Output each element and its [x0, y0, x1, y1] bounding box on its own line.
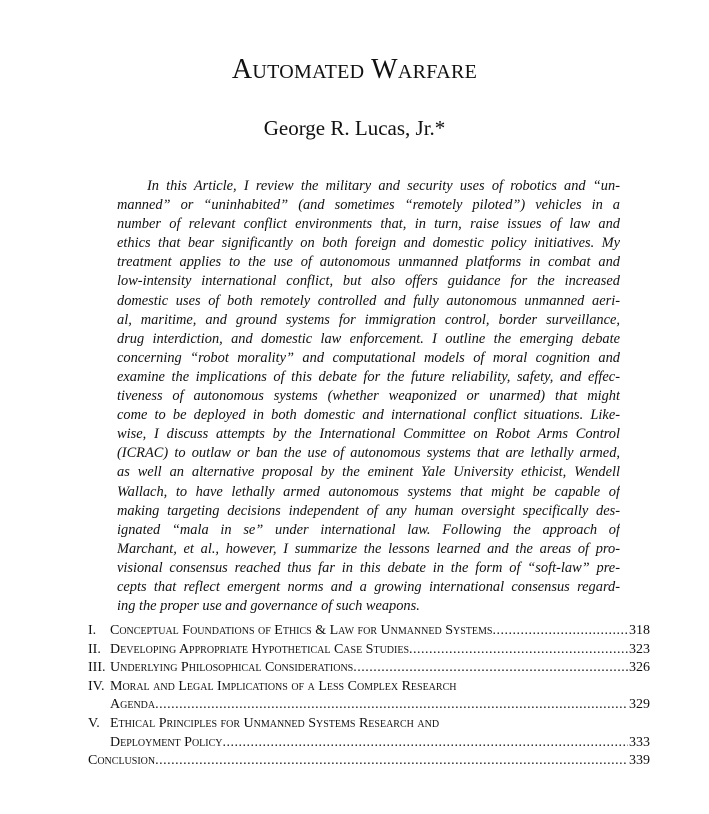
toc-entry[interactable] — [88, 641, 650, 660]
toc-leader — [155, 752, 628, 771]
toc-number: I. — [88, 623, 97, 638]
toc-entry[interactable] — [88, 715, 650, 734]
toc-title: Underlying Philosophical Considerations — [110, 660, 354, 676]
toc-entry-continuation[interactable] — [88, 696, 650, 715]
toc-leader — [492, 622, 628, 641]
toc-title: Conceptual Foundations of Ethics & Law for Unmanned Systems — [110, 623, 493, 638]
abstract-line: In this Article, I review the military and security uses of robotics and “un- — [147, 178, 620, 194]
toc-page-number: 333 — [629, 734, 650, 750]
toc-number: IV. — [88, 678, 105, 694]
toc-entry[interactable] — [88, 659, 650, 678]
toc-title: Ethical Principles for Unmanned Systems Research and — [110, 715, 440, 731]
abstract-line: treatment applies to the use of autonomous unmanned platforms in combat and — [117, 254, 620, 271]
toc-number: II. — [88, 641, 101, 657]
abstract-line: domestic uses of both remotely controlled and fully autonomous unmanned aeri- — [117, 292, 620, 309]
article-title: Automated Warfare — [231, 54, 478, 85]
abstract-line: examine the implications of this debate for the future reliability, safety, and effec- — [117, 368, 620, 385]
abstract-line: as well an alternative proposal by the eminent Yale University ethicist, Wendell — [117, 464, 620, 481]
abstract-line: (ICRAC) to outlaw or ban the use of autonomous systems that are lethally armed, — [117, 445, 620, 462]
toc-entry[interactable] — [88, 678, 650, 697]
abstract-line: Marchant, et al., however, I summarize the lessons learned and the areas of pro- — [117, 540, 620, 557]
toc-leader — [409, 641, 628, 660]
toc-title: Developing Appropriate Hypothetical Case Studies — [110, 641, 410, 657]
abstract-line: cepts that reflect emergent norms and a growing international consensus regard- — [117, 578, 620, 595]
abstract-line: making targeting decisions independent of any human oversight specifically des- — [117, 502, 620, 519]
toc-title: Moral and Legal Implications of a Less Complex Research — [110, 678, 457, 694]
toc-number: V. — [88, 715, 100, 731]
toc-number: III. — [88, 660, 106, 676]
abstract-line: ing the proper use and governance of such weapons. — [117, 598, 420, 615]
abstract-line: visional consensus reached thus far in this debate in the form of “soft-law” pre- — [117, 559, 620, 576]
toc-entry[interactable] — [88, 622, 650, 641]
abstract-line: wise, I discuss attempts by the International Committee on Robot Arms Control — [117, 426, 620, 443]
abstract — [117, 177, 620, 616]
toc-entry[interactable] — [88, 752, 650, 771]
table-of-contents — [88, 622, 650, 771]
abstract-line: al, maritime, and ground systems for immigration control, border surveillance, — [117, 311, 620, 328]
toc-leader — [155, 696, 628, 715]
toc-page-number: 326 — [629, 660, 650, 676]
toc-title: Deployment Policy — [110, 734, 223, 750]
abstract-line: number of relevant conflict environments that, in turn, raise issues of law and — [117, 216, 620, 233]
toc-page-number: 323 — [629, 641, 650, 657]
abstract-line: concerning “robot morality” and computational models of moral cognition and — [117, 349, 620, 366]
abstract-line: low-intensity international conflict, but also offers guidance for the increased — [117, 273, 620, 290]
abstract-line: ethics that bear significantly on both foreign and domestic policy initiatives. My — [117, 235, 620, 252]
abstract-line: manned” or “uninhabited” (and sometimes “remotely piloted”) vehicles in a — [117, 197, 620, 214]
abstract-line: Wallach, to have lethally armed autonomous systems that might be capable of — [117, 483, 620, 500]
toc-leader — [353, 659, 628, 678]
toc-title: Conclusion — [88, 753, 156, 769]
abstract-line: drug interdiction, and domestic law enforcement. I outline the emerging debate — [117, 330, 620, 347]
toc-page-number: 339 — [629, 753, 650, 769]
toc-page-number: 318 — [629, 623, 650, 638]
toc-entry-continuation[interactable] — [88, 734, 650, 753]
abstract-line: tiveness of autonomous systems (whether weaponized or unarmed) that might — [117, 388, 620, 405]
abstract-line: ignated “mala in se” under international law. Following the approach of — [117, 521, 620, 538]
toc-title: Agenda — [110, 697, 156, 713]
abstract-line: come to be deployed in both domestic and international conflict situations. Like- — [117, 407, 620, 424]
toc-page-number: 329 — [629, 697, 650, 713]
toc-leader — [223, 734, 629, 753]
author-name: George R. Lucas, Jr.* — [263, 116, 446, 140]
